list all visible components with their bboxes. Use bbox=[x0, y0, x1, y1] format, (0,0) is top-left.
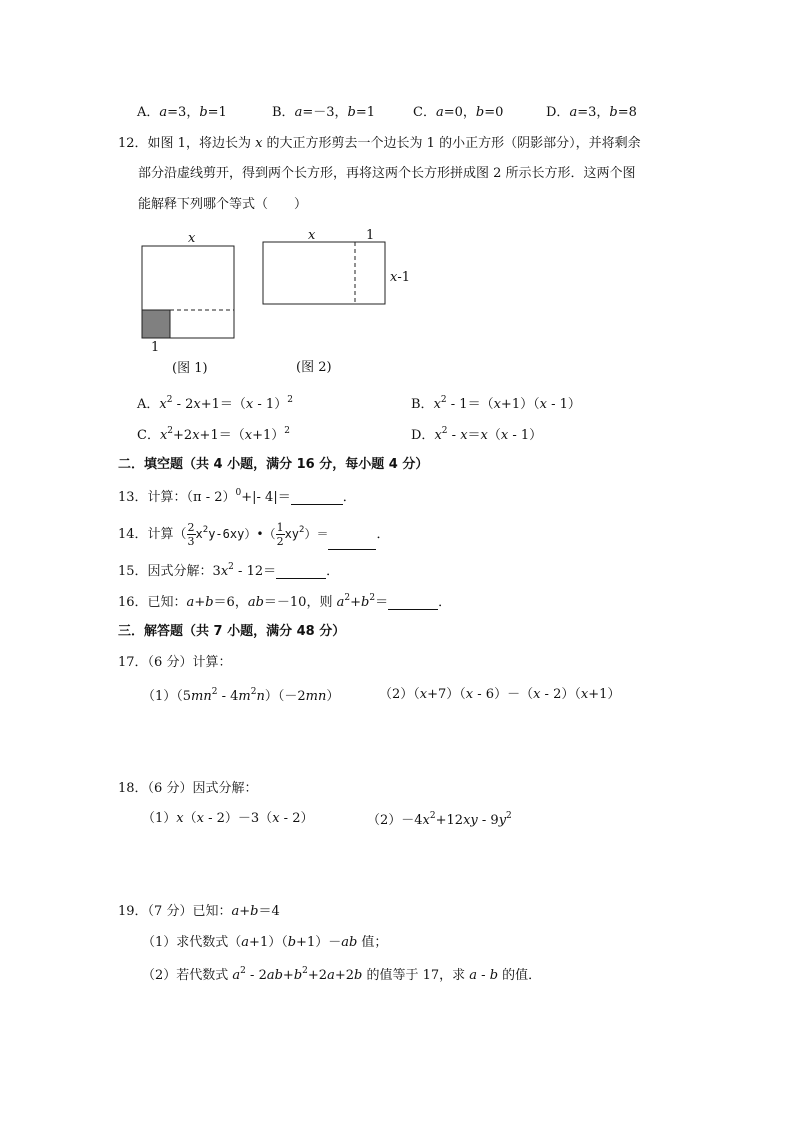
q19-title: 19．（7 分）已知：a+b＝4 bbox=[118, 904, 280, 919]
q12-line-2: 部分沿虚线剪开，得到两个长方形，再将这两个长方形拼成图 2 所示长方形．这两个图 bbox=[138, 166, 636, 181]
q11-option-a: A．a=3，b=1 bbox=[137, 105, 227, 120]
fraction-two-thirds: $\frac{2}{3}$ bbox=[187, 521, 195, 548]
q18-title: 18．（6 分）因式分解： bbox=[118, 781, 258, 796]
section-3-heading: 三．解答题（共 7 小题，满分 48 分） bbox=[118, 624, 346, 639]
fig1-bottom-label: 1 bbox=[151, 340, 160, 355]
q11-option-c: C．a=0，b=0 bbox=[413, 105, 504, 120]
answer-blank[interactable] bbox=[291, 491, 343, 505]
q12-line-1: 12．如图 1，将边长为 x 的大正方形剪去一个边长为 1 的小正方形（阴影部分），并将剩余 bbox=[118, 136, 641, 151]
q15: 15．因式分解：$3x^2 - 12=$ ． bbox=[118, 562, 340, 579]
fig2-top-label: x bbox=[308, 228, 316, 243]
figure-1 bbox=[142, 231, 234, 355]
q11-option-d: D．a=3，b=8 bbox=[546, 105, 637, 120]
answer-blank[interactable] bbox=[328, 521, 376, 550]
fraction-one-half: $\frac{1}{2}$ bbox=[276, 521, 284, 548]
answer-blank[interactable] bbox=[388, 596, 438, 610]
fig2-rectangle bbox=[263, 242, 385, 304]
q14: 14．计算（ $\frac{2}{3}$ $x^2y-6xy)•$（ $\frac{1}{2}$ $xy^2)=$ ． bbox=[118, 521, 390, 548]
q12-figures bbox=[130, 228, 430, 378]
q12-option-b: B．$x^2 - 1=(x+1)(x - 1)$ bbox=[411, 395, 581, 412]
q13: 13．计算：（π - 2）$^0$+|- 4|＝ ． bbox=[118, 488, 356, 505]
q12-option-a: A．$x^2 - 2x+1=(x - 1)^2$ bbox=[137, 395, 293, 412]
fig2-top-right-label: 1 bbox=[366, 228, 375, 243]
q17-title: 17．（6 分）计算： bbox=[118, 655, 232, 670]
q19-part-2: （2）若代数式 $a^2 - 2ab+b^2+2a+2b$ 的值等于 17，求 a - b 的值． bbox=[142, 966, 542, 983]
q18-part-2: $(2)-4x^2+12xy - 9y^2$ bbox=[367, 811, 512, 828]
q16: 16．已知：a+b＝6，ab＝－10，则 $a^2+b^2=$ ． bbox=[118, 593, 452, 610]
section-2-heading: 二．填空题（共 4 小题，满分 16 分，每小题 4 分） bbox=[118, 457, 429, 472]
q12-option-c: C．$x^2+2x+1=(x+1)^2$ bbox=[137, 426, 290, 443]
q18-part-1: （1）x（x - 2）－3（x - 2） bbox=[142, 811, 314, 826]
q17-part-2: （2）（x+7）（x - 6）－（x - 2）（x+1） bbox=[379, 687, 621, 702]
fig2-caption: (图 2) bbox=[296, 360, 332, 375]
fig1-shaded-small-square bbox=[142, 310, 170, 338]
answer-blank[interactable] bbox=[276, 565, 326, 579]
figure-2 bbox=[263, 228, 410, 304]
fig2-side-label: x-1 bbox=[390, 270, 411, 285]
q19-part-1: （1）求代数式（a+1）（b+1）－ab 值； bbox=[142, 935, 388, 950]
q12-option-d: D．$x^2 - x=x(x - 1)$ bbox=[411, 426, 543, 443]
q17-part-1: $(1)(5mn^2 - 4m^2n)(-2mn)$ bbox=[142, 687, 340, 704]
fig1-caption: (图 1) bbox=[172, 361, 208, 376]
fig1-top-label: x bbox=[188, 231, 196, 246]
q12-line-3: 能解释下列哪个等式（ ） bbox=[138, 197, 308, 212]
q11-option-b: B．a=－3，b=1 bbox=[272, 105, 375, 120]
